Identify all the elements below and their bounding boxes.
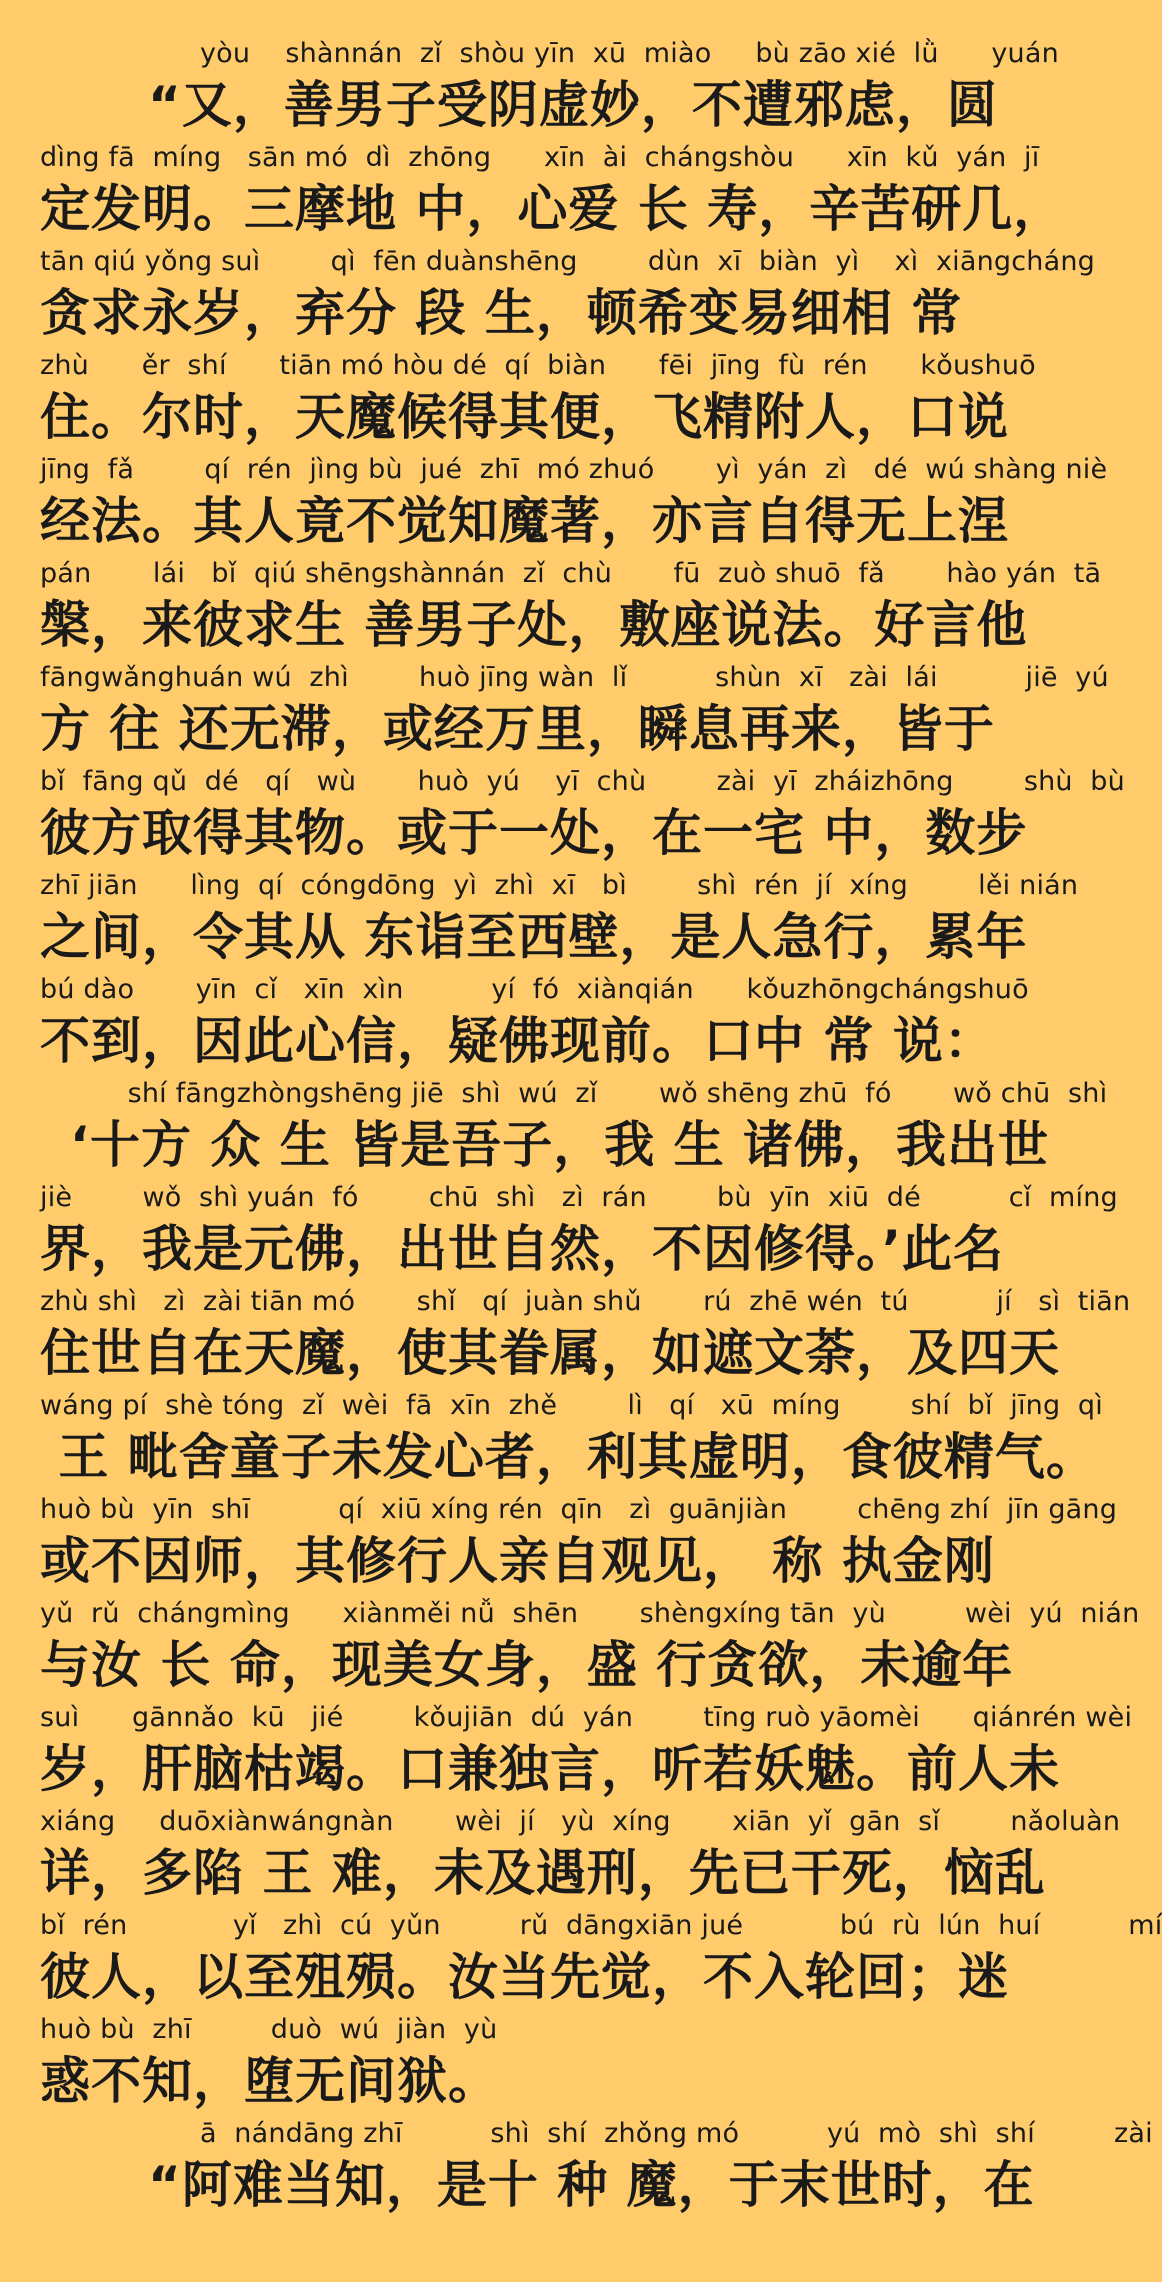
pinyin-row: xiáng duōxiànwángnàn wèi jí yù xíng xiān yǐ gān sǐ nǎoluàn [40,1806,1121,1837]
text-line-3 [40,242,1095,346]
hanzi-row: 经法。其人竟不觉知魔著，亦言自得无上涅 [40,492,1009,550]
pinyin-row: jiè wǒ shì yuán fó chū shì zì rán bù yīn xiū dé cǐ míng [40,1182,1118,1213]
pinyin-row: huò bù yīn shī qí xiū xíng rén qīn zì guānjiàn chēng zhí jīn gāng [40,1494,1118,1525]
text-line-13 [40,1282,1131,1386]
pinyin-row: zhù shì zì zài tiān mó shǐ qí juàn shǔ rú zhē wén tú jí sì tiān [40,1286,1131,1317]
text-line-2 [40,138,1065,242]
pinyin-row: dìng fā míng sān mó dì zhōng xīn ài chángshòu xīn kǔ yán jī [40,142,1040,173]
text-line-1 [40,34,1059,138]
hanzi-row: 住。尔时，天魔候得其便，飞精附人，口说 [40,388,1009,446]
text-line-8 [40,762,1125,866]
pinyin-row: zhù ěr shí tiān mó hòu dé qí biàn fēi jīng fù rén kǒushuō [40,350,1036,381]
hanzi-row: 槃，来彼求生 善男子处，敷座说法。好言他 [40,596,1028,654]
hanzi-row: 住世自在天魔，使其眷属，如遮文荼，及四天 [40,1324,1060,1382]
hanzi-row: “阿难当知，是十 种 魔，于末世时，在 [148,2156,1035,2214]
pinyin-row: jīng fǎ qí rén jìng bù jué zhī mó zhuó yì yán zì dé wú shàng niè [40,454,1108,485]
pinyin-row: yǔ rǔ chángmìng xiànměi nǚ shēn shèngxíng tān yù wèi yú nián [40,1598,1140,1629]
hanzi-row: 彼方取得其物。或于一处，在一宅 中，数步 [40,804,1028,862]
hanzi-row: 界，我是元佛，出世自然，不因修得。’此名 [40,1220,1004,1278]
text-line-18 [40,1802,1121,1906]
text-line-17 [40,1698,1133,1802]
text-line-15 [40,1490,1118,1594]
text-line-4 [40,346,1042,450]
pinyin-row: bǐ rén yǐ zhì cú yǔn rǔ dāngxiān jué bú rù lún huí mí [40,1910,1162,1941]
pinyin-row: ā nándāng zhī shì shí zhǒng mó yú mò shì shí zài [200,2118,1153,2149]
text-line-9 [40,866,1079,970]
text-line-16 [40,1594,1140,1698]
pinyin-row: bú dào yīn cǐ xīn xìn yí fó xiànqián kǒuzhōngchángshuō [40,974,1029,1005]
text-line-5 [40,450,1108,554]
text-line-10 [40,970,1042,1074]
hanzi-row: 之间，令其从 东诣至西壁，是人急行，累年 [40,908,1028,966]
hanzi-row: ‘十方 众 生 皆是吾子，我 生 诸佛，我出世 [70,1116,1050,1174]
text-line-19 [40,1906,1162,2010]
hanzi-row: 惑不知，堕无间狱。 [40,2052,499,2110]
text-line-7 [40,658,1109,762]
pinyin-row: fāngwǎnghuán wú zhì huò jīng wàn lǐ shùn xī zài lái jiē yú [40,662,1109,693]
text-line-21 [40,2114,1153,2218]
hanzi-row: 与汝 长 命，现美女身，盛 行贪欲，未逾年 [40,1636,1014,1694]
hanzi-row: 贪求永岁，弃分 段 生，顿希变易细相 常 [40,284,963,342]
pinyin-row: tān qiú yǒng suì qì fēn duànshēng dùn xī biàn yì xì xiāngcháng [40,246,1095,277]
text-line-11 [40,1074,1108,1178]
text-line-20 [40,2010,1042,2114]
pinyin-row: suì gānnǎo kū jié kǒujiān dú yán tīng ruò yāomèi qiánrén wèi [40,1702,1133,1733]
hanzi-row: 方 往 还无滞，或经万里，瞬息再来，皆于 [40,700,995,758]
text-line-14 [40,1386,1103,1490]
hanzi-row: 彼人，以至殂殒。汝当先觉，不入轮回；迷 [40,1948,1009,2006]
hanzi-row: “又，善男子受阴虚妙，不遭邪虑，圆 [148,76,998,134]
pinyin-row: zhī jiān lìng qí cóngdōng yì zhì xī bì shì rén jí xíng lěi nián [40,870,1079,901]
hanzi-row: 详，多陷 王 难，未及遇刑，先已干死，恼乱 [40,1844,1046,1902]
hanzi-row: 王 毗舍童子未发心者，利其虚明，食彼精气。 [40,1428,1097,1486]
hanzi-row: 或不因师，其修行人亲自观见， 称 执金刚 [40,1532,995,1590]
text-line-12 [40,1178,1118,1282]
hanzi-row: 不到，因此心信，疑佛现前。口中 常 说： [40,1012,995,1070]
hanzi-row: 岁，肝脑枯竭。口兼独言，听若妖魅。前人未 [40,1740,1060,1798]
pinyin-row: yòu shànnán zǐ shòu yīn xū miào bù zāo xié lǜ yuán [200,38,1059,69]
pinyin-row: pán lái bǐ qiú shēngshànnán zǐ chù fū zuò shuō fǎ hào yán tā [40,558,1102,589]
pinyin-row: shí fāngzhòngshēng jiē shì wú zǐ wǒ shēng zhū fó wǒ chū shì [110,1078,1108,1109]
pinyin-row: bǐ fāng qǔ dé qí wù huò yú yī chù zài yī zháizhōng shù bù [40,766,1125,797]
text-line-6 [40,554,1102,658]
hanzi-row: 定发明。三摩地 中，心爱 长 寿，辛苦研几， [40,180,1065,238]
pinyin-row: wáng pí shè tóng zǐ wèi fā xīn zhě lì qí xū míng shí bǐ jīng qì [40,1390,1103,1421]
pinyin-row: huò bù zhī duò wú jiàn yù [40,2014,498,2045]
